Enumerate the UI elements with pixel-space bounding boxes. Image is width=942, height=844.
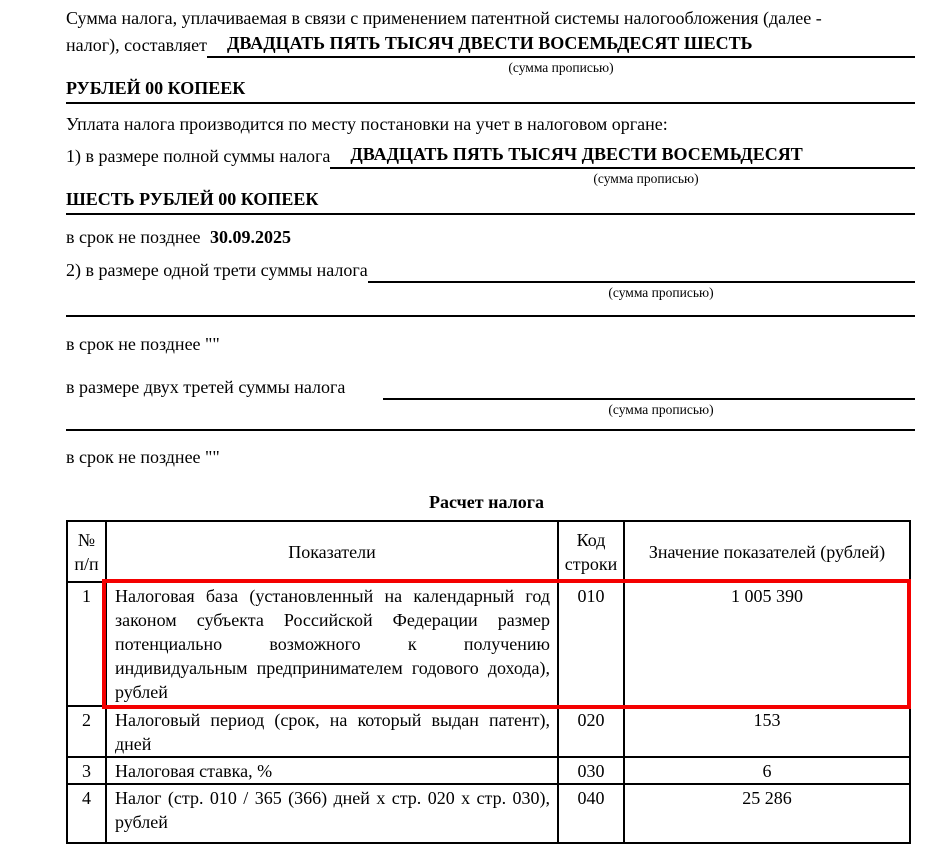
payment-deadline-1 <box>66 225 915 250</box>
row3-indicator: Налоговая ставка, % <box>106 757 558 784</box>
calc-table-header-row <box>67 521 910 582</box>
payment-item2-prefix: 2) в размере одной трети суммы налога <box>66 260 368 280</box>
tax-amount-in-words: ДВАДЦАТЬ ПЯТЬ ТЫСЯЧ ДВЕСТИ ВОСЕМЬДЕСЯТ ШЕСТЬ <box>207 31 915 58</box>
payment-item1-prefix: 1) в размере полной суммы налога <box>66 146 331 166</box>
payment-item3-prefix: в размере двух третей суммы налога <box>66 377 346 397</box>
row1-indicator: Налоговая база (установленный на календарный год законом субъекта Российской Федерации размер потенциально возможного к получению индивидуальным предпринимателем годового дохода), рублей <box>106 582 558 706</box>
col-header-num: № п/п <box>67 521 106 582</box>
col-header-indicator: Показатели <box>106 521 558 582</box>
blank-continuation-line-2 <box>66 429 915 431</box>
table-row-tax-rate <box>67 757 910 784</box>
calc-table-container <box>66 520 915 844</box>
row4-value: 25 286 <box>624 784 910 843</box>
row4-indicator: Налог (стр. 010 / 365 (366) дней х стр. 020 х стр. 030), рублей <box>106 784 558 843</box>
intro-amount-prefix: налог), составляет <box>66 35 208 55</box>
payment-item-2 <box>66 258 915 283</box>
calc-table <box>66 520 911 844</box>
row1-num: 1 <box>67 582 106 706</box>
deadline1-prefix: в срок не позднее <box>66 227 201 247</box>
row3-value: 6 <box>624 757 910 784</box>
row4-code: 040 <box>558 784 624 843</box>
row1-code: 010 <box>558 582 624 706</box>
col-header-code: Код строки <box>558 521 624 582</box>
blank-continuation-line-1 <box>66 315 915 317</box>
row2-value: 153 <box>624 706 910 757</box>
payment-deadline-3: в срок не позднее "" <box>66 447 220 467</box>
intro-line-2 <box>66 31 915 58</box>
row1-value: 1 005 390 <box>624 582 910 706</box>
row2-num: 2 <box>67 706 106 757</box>
sum-in-words-caption-4: (сумма прописью) <box>608 402 714 417</box>
calc-table-title: Расчет налога <box>429 492 544 512</box>
payment-item2-blank-line <box>368 281 915 283</box>
payment-item-3 <box>66 375 915 400</box>
payment-item3-blank-line <box>383 398 915 400</box>
row3-code: 030 <box>558 757 624 784</box>
payment-heading: Уплата налога производится по месту постановки на учет в налоговом органе: <box>66 114 668 134</box>
table-row-tax-period <box>67 706 910 757</box>
intro-line-1: Сумма налога, уплачиваемая в связи с применением патентной системы налогообложения (далее - <box>66 8 822 28</box>
deadline1-date: 30.09.2025 <box>210 227 292 247</box>
sum-in-words-caption-1: (сумма прописью) <box>508 60 614 75</box>
row4-num: 4 <box>67 784 106 843</box>
sum-in-words-caption-3: (сумма прописью) <box>608 285 714 300</box>
payment-item1-amount-in-words: ДВАДЦАТЬ ПЯТЬ ТЫСЯЧ ДВЕСТИ ВОСЕМЬДЕСЯТ <box>330 142 915 169</box>
table-row-tax-total <box>67 784 910 843</box>
payment-item1-amount-continuation: ШЕСТЬ РУБЛЕЙ 00 КОПЕЕК <box>66 187 915 215</box>
table-row-tax-base <box>67 582 910 706</box>
row2-code: 020 <box>558 706 624 757</box>
col-header-value: Значение показателей (рублей) <box>624 521 910 582</box>
tax-amount-in-words-continuation: РУБЛЕЙ 00 КОПЕЕК <box>66 76 915 104</box>
sum-in-words-caption-2: (сумма прописью) <box>593 171 699 186</box>
payment-deadline-2: в срок не позднее "" <box>66 334 220 354</box>
row3-num: 3 <box>67 757 106 784</box>
row2-indicator: Налоговый период (срок, на который выдан патент), дней <box>106 706 558 757</box>
payment-item-1 <box>66 142 915 169</box>
